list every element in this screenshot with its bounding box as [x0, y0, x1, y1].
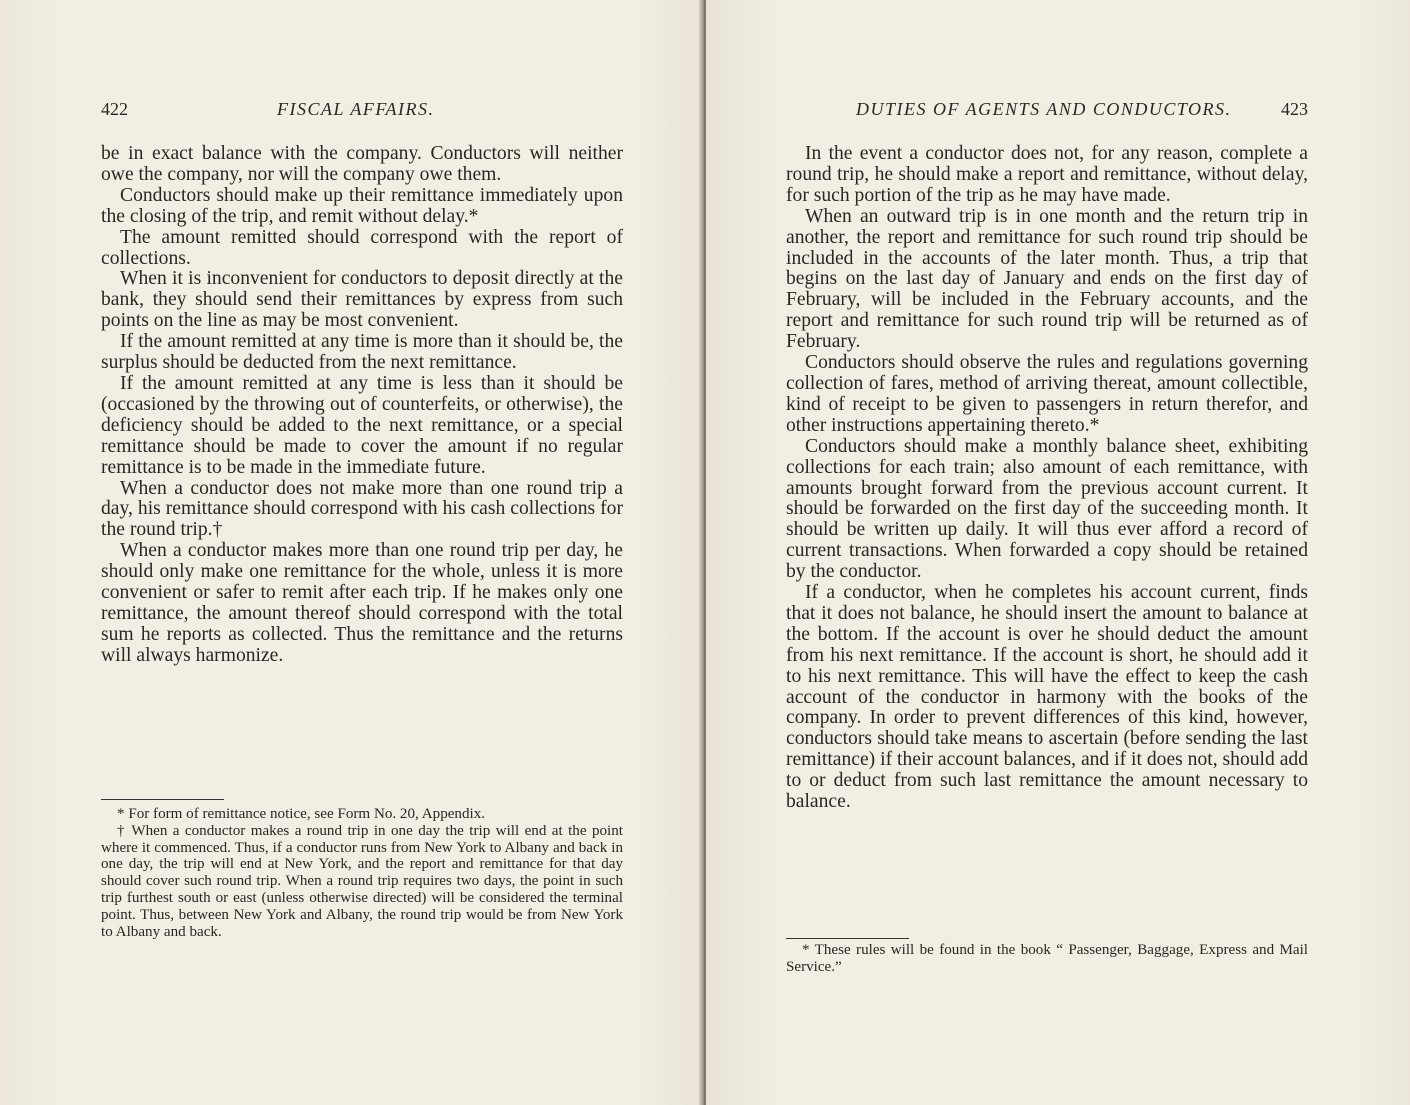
left-page	[0, 0, 704, 1105]
footnote: † When a conductor makes a round trip in one day the trip will end at the point where it commenced. Thus, if a conductor runs from New York to Albany and back in one day, the trip will end at New York, and the report and remittance for that day should cover such round trip. When a round trip requires two days, the point in such trip furthest south or east (unless otherwise directed) will be considered the terminal point. Thus, between New York and Albany, the round trip would be from New York to Albany and back.	[101, 822, 623, 940]
left-page-body	[101, 144, 623, 667]
footnote: * These rules will be found in the book “ Passenger, Baggage, Express and Mail Service.”	[786, 942, 1308, 975]
running-head-left: FISCAL AFFAIRS.	[277, 99, 435, 119]
right-page	[706, 0, 1410, 1105]
paragraph: In the event a conductor does not, for any reason, complete a round trip, he should make a report and remittance, without delay, for such portion of the trip as he may have made.	[786, 143, 1308, 206]
paragraph: When a conductor makes more than one round trip per day, he should only make one remittance for the whole, unless it is more convenient or safer to remit after each trip. If he makes only one remittance, the amount thereof should correspond with the total sum he reports as collected. Thus the remittance and the returns will always harmonize.	[101, 540, 623, 666]
paragraph: The amount remitted should correspond with the report of collections.	[101, 226, 623, 269]
footnote-rule	[101, 799, 224, 800]
paragraph: If the amount remitted at any time is more than it should be, the surplus should be deducted from the next remittance.	[101, 331, 623, 374]
footnote: * For form of remittance notice, see Form No. 20, Appendix.	[117, 806, 486, 822]
left-page-footnotes	[101, 806, 623, 940]
right-page-footnotes	[786, 942, 1308, 976]
paragraph: When an outward trip is in one month and the return trip in another, the report and remittance for such round trip should be included in the accounts of the later month. Thus, a trip that begins on the last day of January and ends on the first day of February, will be included in the February accounts, and the report and remittance for such round trip will be returned as of February.	[786, 205, 1308, 353]
paragraph: When a conductor does not make more than one round trip a day, his remittance should correspond with his cash collections for the round trip.†	[101, 477, 623, 541]
right-page-body	[786, 144, 1308, 813]
footnote-rule	[786, 938, 909, 939]
page-number-left: 422	[101, 99, 128, 119]
left-page-header	[101, 99, 623, 123]
right-page-header	[786, 99, 1308, 123]
paragraph: Conductors should make a monthly balance sheet, exhibiting collections for each train; also amount of each remittance, with amounts brought forward from the previous account current. It should be forwarded on the first day of the succeeding month. It should be written up daily. It will thus ever afford a record of current transactions. When forwarded a copy should be retained by the conductor.	[786, 435, 1308, 583]
paragraph: Conductors should observe the rules and regulations governing collection of fares, method of arriving thereat, amount collectible, kind of receipt to be given to passengers in return therefor, and other instructions appertaining thereto.*	[786, 352, 1308, 436]
paragraph: Conductors should make up their remittance immediately upon the closing of the trip, and remit without delay.*	[101, 184, 623, 227]
paragraph: be in exact balance with the company. Conductors will neither owe the company, nor will the company owe them.	[101, 143, 623, 185]
page-number-right: 423	[1281, 99, 1308, 119]
running-head-right: DUTIES OF AGENTS AND CONDUCTORS.	[856, 99, 1232, 119]
paragraph: If a conductor, when he completes his account current, finds that it does not balance, he should insert the amount to balance at the bottom. If the account is over he should deduct the amount from his next remittance. If the account is short, he should add it to his next remittance. This will have the effect to keep the cash account of the conductor in harmony with the books of the company. In order to prevent differences of this kind, however, conductors should take means to ascertain (before sending the last remittance) if their account balances, and if it does not, should add to or deduct from such last remittance the amount necessary to balance.	[786, 582, 1308, 813]
paragraph: If the amount remitted at any time is less than it should be (occasioned by the throwing out of counterfeits, or otherwise), the deficiency should be added to the next remittance, or a special remittance should be made to cover the amount if no regular remittance is to be made in the immediate future.	[101, 372, 623, 478]
paragraph: When it is inconvenient for conductors to deposit directly at the bank, they should send their remittances by express from such points on the line as may be most convenient.	[101, 268, 623, 332]
